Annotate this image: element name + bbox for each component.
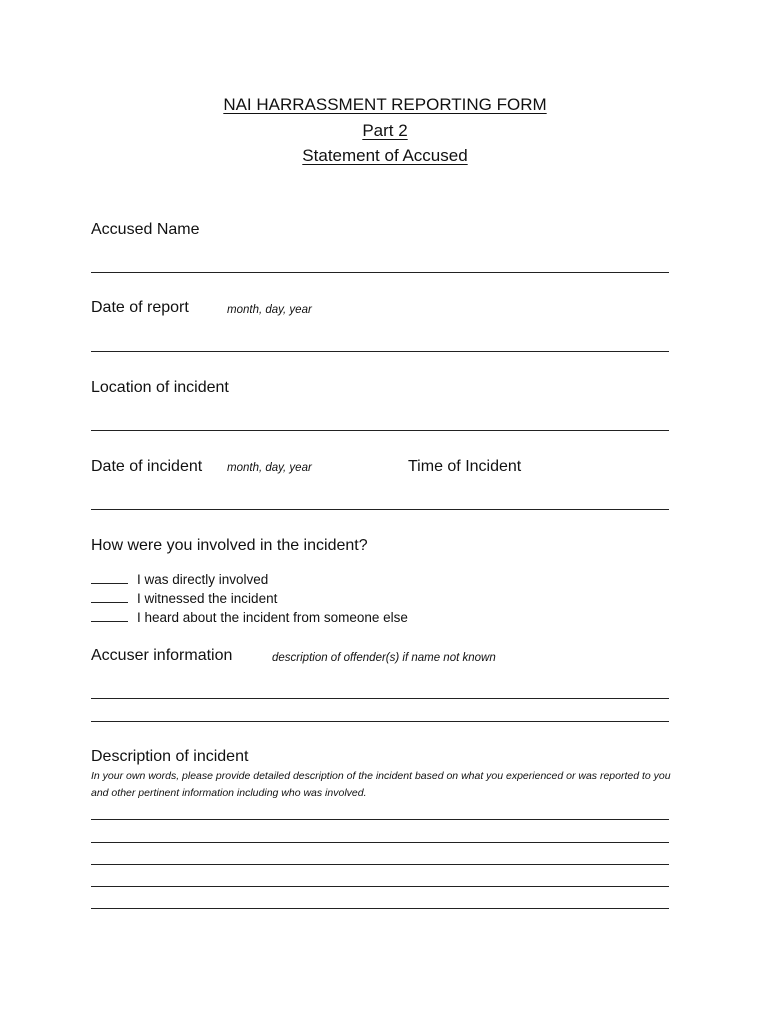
description-line-4[interactable] (91, 886, 669, 887)
description-line-3[interactable] (91, 864, 669, 865)
description-line-5[interactable] (91, 908, 669, 909)
description-label: Description of incident (91, 748, 249, 765)
involvement-option-witness-text: I witnessed the incident (137, 591, 278, 606)
involvement-option-heard (91, 609, 408, 625)
involvement-option-direct (91, 571, 268, 587)
involvement-blank-direct[interactable] (91, 571, 128, 584)
form-subtitle: Statement of Accused (302, 146, 468, 165)
involvement-blank-heard[interactable] (91, 609, 128, 622)
date-of-report-hint: month, day, year (227, 304, 312, 316)
involvement-question: How were you involved in the incident? (91, 537, 368, 554)
location-label: Location of incident (91, 379, 229, 396)
involvement-option-witness (91, 590, 277, 606)
involvement-option-direct-text: I was directly involved (137, 572, 269, 587)
location-line[interactable] (91, 430, 669, 431)
involvement-option-heard-text: I heard about the incident from someone else (137, 610, 408, 625)
accuser-line-1[interactable] (91, 698, 669, 699)
date-time-incident-line[interactable] (91, 509, 669, 510)
involvement-blank-witness[interactable] (91, 590, 128, 603)
date-of-incident-hint: month, day, year (227, 462, 312, 474)
accused-name-label: Accused Name (91, 221, 200, 238)
accused-name-line[interactable] (91, 272, 669, 273)
accuser-info-hint: description of offender(s) if name not known (272, 652, 496, 664)
description-line-1[interactable] (91, 819, 669, 820)
date-of-incident-label: Date of incident (91, 458, 203, 475)
form-part: Part 2 (362, 121, 408, 140)
time-of-incident-label: Time of Incident (408, 458, 522, 475)
description-instructions: In your own words, please provide detailed description of the incident based on what you experienced or was reported to you and other pertinent information including who was involved. (91, 770, 671, 799)
form-title: NAI HARRASSMENT REPORTING FORM (223, 95, 547, 114)
accuser-line-2[interactable] (91, 721, 669, 722)
date-of-report-label: Date of report (91, 299, 189, 316)
accuser-info-label: Accuser information (91, 647, 233, 664)
description-line-2[interactable] (91, 842, 669, 843)
date-of-report-line[interactable] (91, 351, 669, 352)
